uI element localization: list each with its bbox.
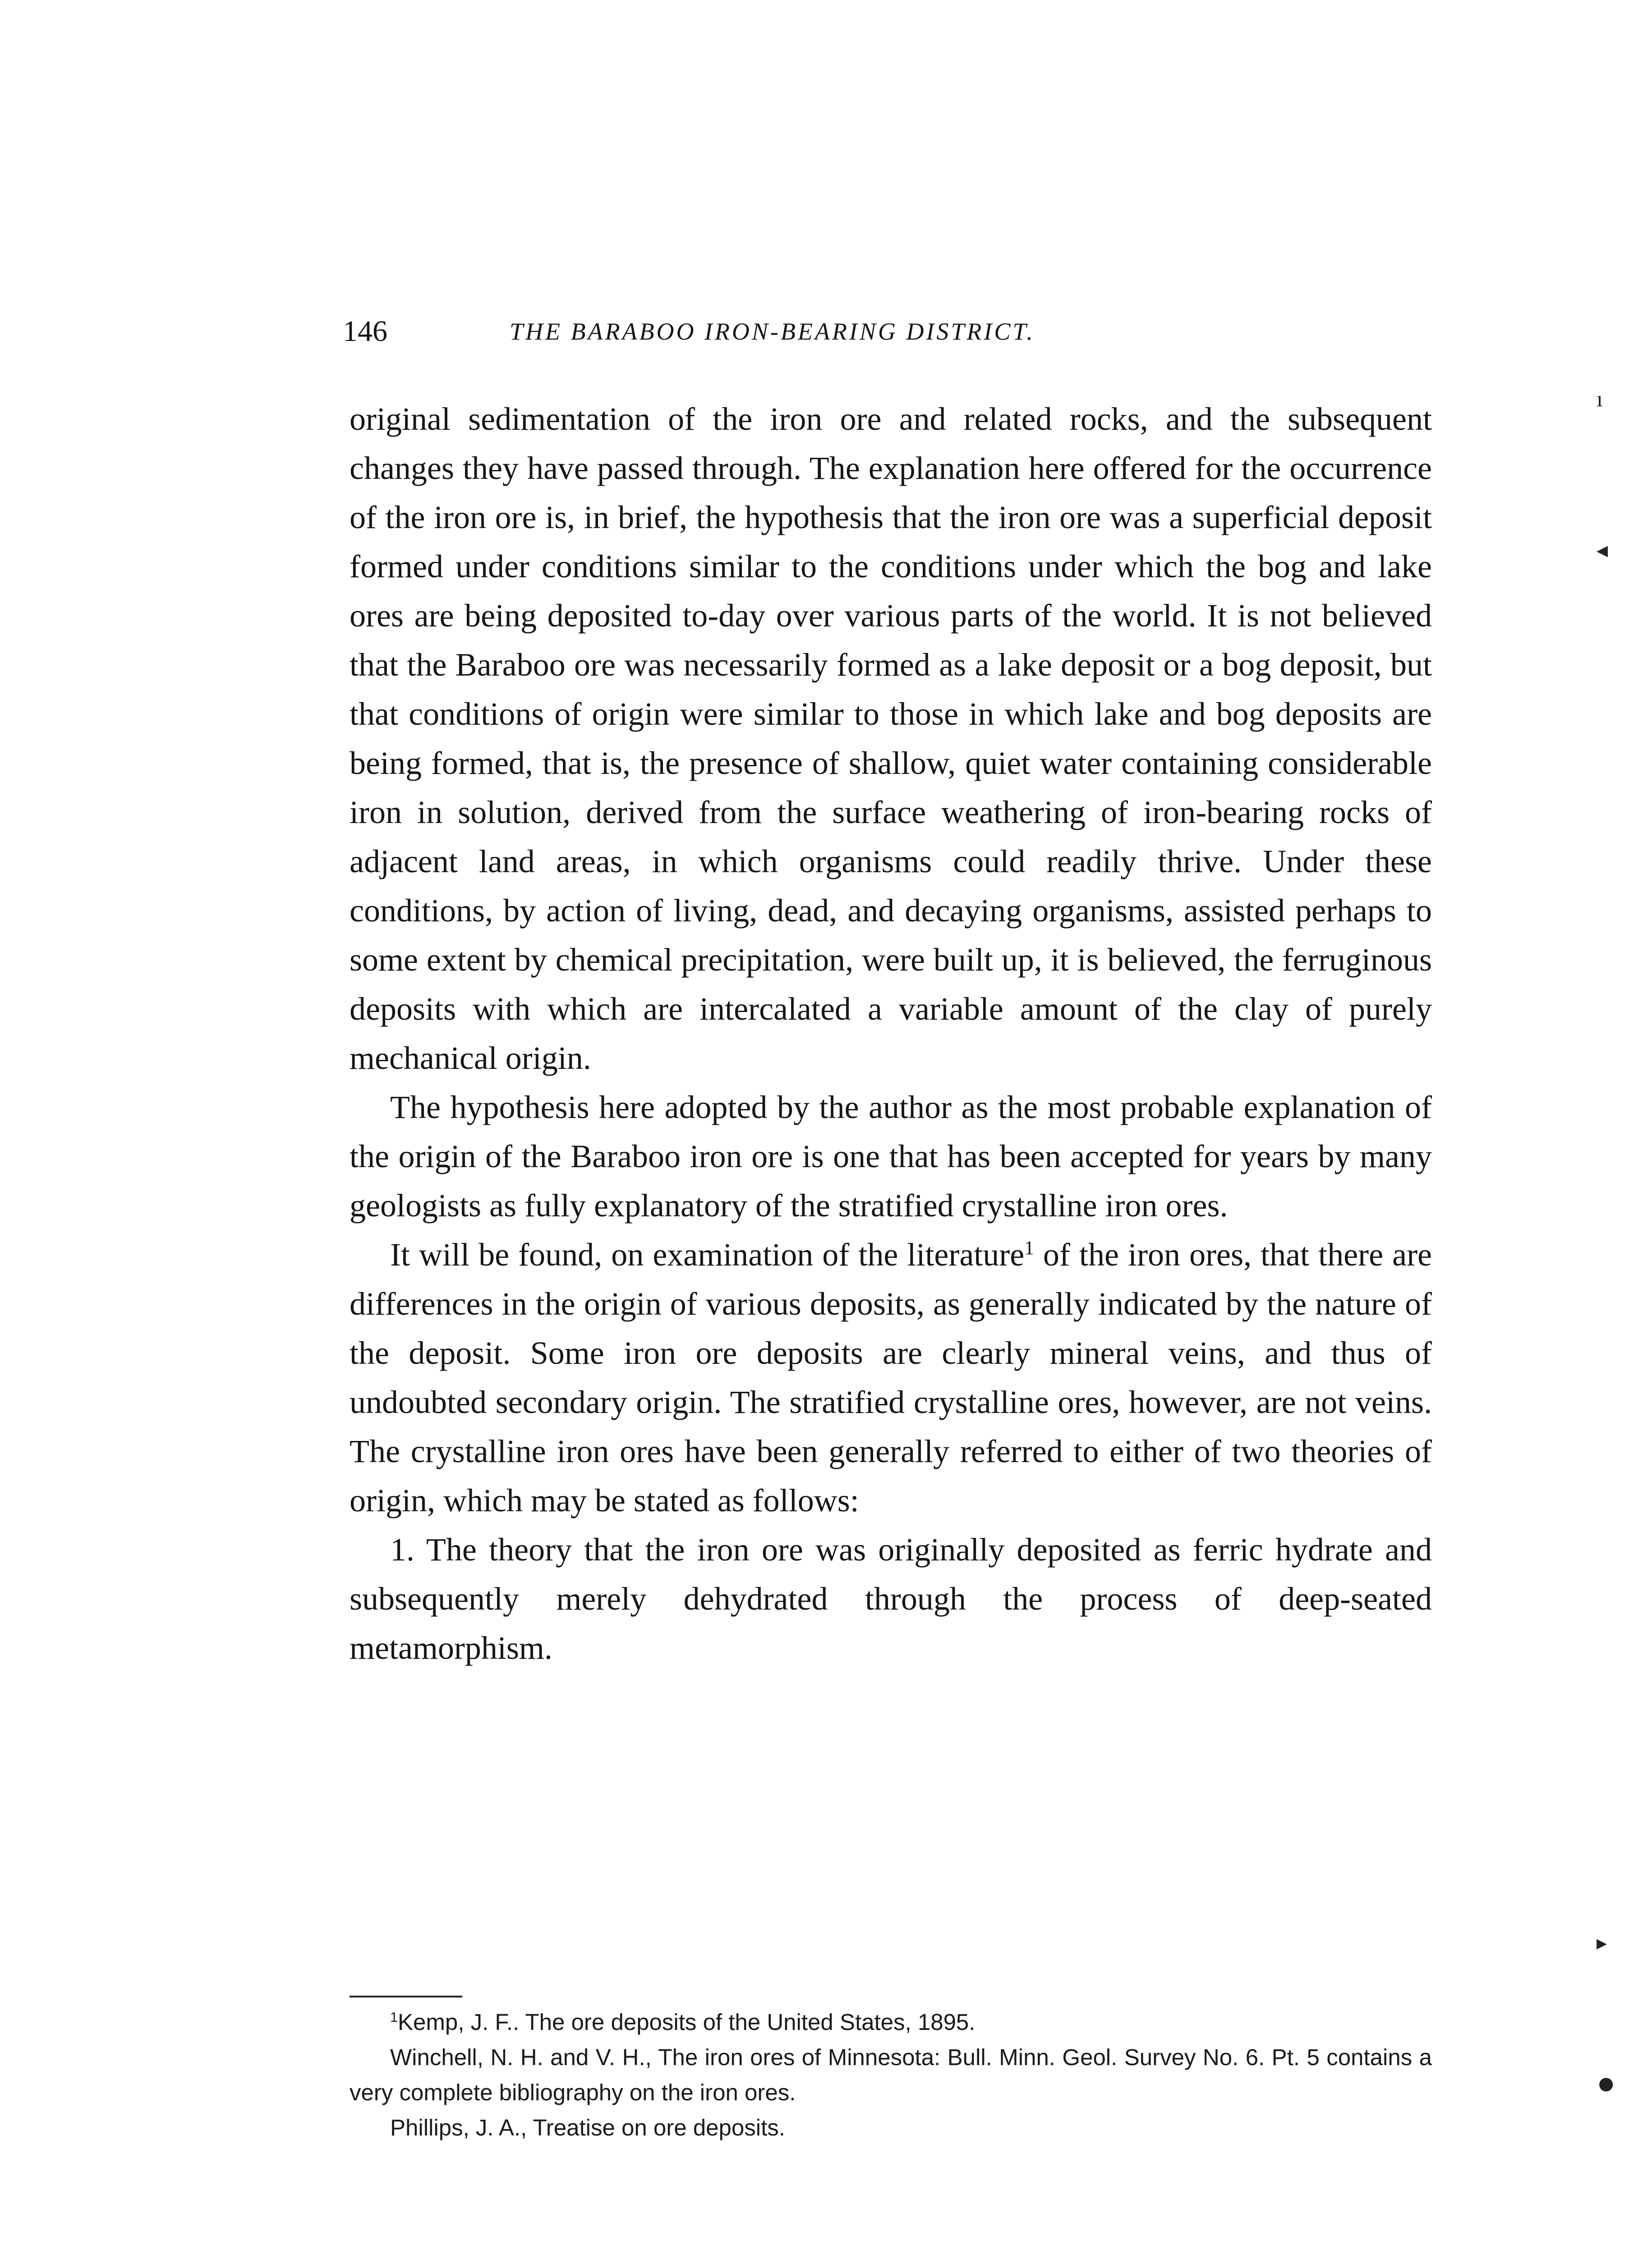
paragraph-continued: original sedimentation of the iron ore and related rocks, and the subsequent changes they have passed through. The explanation here offered for the occurrence of the iron ore is, in brief, the hypothesis that the iron ore was a superficial deposit formed under conditions similar to the conditions under which the bog and lake ores are being deposited to-day over various parts of the world. It is not believed that the Baraboo ore was necessarily formed as a lake deposit or a bog deposit, but that conditions of origin were similar to those in which lake and bog deposits are being formed, that is, the presence of shallow, quiet water containing considerable iron in solution, derived from the surface weathering of iron-bearing rocks of adjacent land areas, in which organisms could readily thrive. Under these conditions, by action of living, dead, and decaying organisms, assisted perhaps to some extent by chemical precipitation, were built up, it is believed, the ferruginous deposits with which are intercalated a variable amount of the clay of purely mechanical origin. xyxy=(350,401,1432,1076)
footnote-reference: 1 xyxy=(1024,1238,1034,1259)
margin-mark-icon: ı xyxy=(1597,386,1603,411)
paragraph-literature-text-end: of the iron ores, that there are differences in the origin of various deposits, as generally indicated by the nature of the deposit. Some iron ore deposits are clearly mineral veins, and thus of undoubted secondary origin. The stratified crystalline ores, however, are not veins. The crystalline iron ores have been generally referred to either of two theories of origin, which may be stated as follows: xyxy=(350,1237,1432,1519)
body-text xyxy=(350,395,1432,1673)
paragraph-literature xyxy=(350,1230,1432,1525)
running-title: THE BARABOO IRON-BEARING DISTRICT. xyxy=(510,318,1035,345)
margin-mark-icon: ◂ xyxy=(1597,537,1608,562)
page-header xyxy=(343,311,1335,352)
footnote-divider xyxy=(350,1996,462,1997)
footnote-marker: 1 xyxy=(390,2010,398,2025)
paragraph-theory-1: 1. The theory that the iron ore was originally deposited as ferric hydrate and subsequently merely dehydrated through the process of deep-seated metamorphism. xyxy=(350,1532,1432,1666)
footnote-phillips: Phillips, J. A., Treatise on ore deposits. xyxy=(390,2115,785,2140)
footnote-kemp-text: Kemp, J. F.. The ore deposits of the United States, 1895. xyxy=(398,2009,976,2035)
paragraph-literature-text-start: It will be found, on examination of the literature xyxy=(390,1237,1025,1273)
footnotes xyxy=(350,2005,1432,2145)
margin-mark-icon: ● xyxy=(1597,2066,1616,2101)
paragraph-hypothesis: The hypothesis here adopted by the author as the most probable explanation of the origin of the Baraboo iron ore is one that has been accepted for years by many geologists as fully explanatory of the stratified crystalline iron ores. xyxy=(350,1089,1432,1224)
margin-mark-icon: ▸ xyxy=(1597,1931,1607,1954)
page-number: 146 xyxy=(343,315,387,348)
footnote-winchell: Winchell, N. H. and V. H., The iron ores of Minnesota: Bull. Minn. Geol. Survey No. 6. Pt. 5 contains a very complete bibliography on the iron ores. xyxy=(350,2044,1432,2105)
footnote-kemp xyxy=(350,2005,1432,2040)
